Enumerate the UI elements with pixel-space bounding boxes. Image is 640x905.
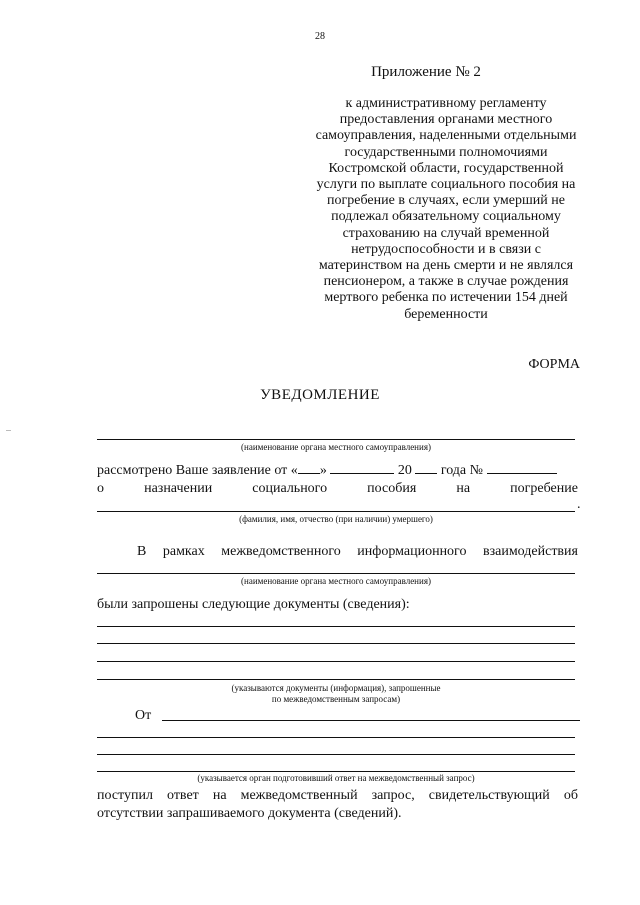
answer-organ-field[interactable] bbox=[97, 754, 575, 755]
requested-documents-field[interactable] bbox=[97, 661, 575, 662]
reglament-line: Костромской области, государственной bbox=[328, 160, 564, 176]
page-number: 28 bbox=[315, 31, 325, 42]
organ-name-caption: (наименование органа местного самоуправления) bbox=[241, 442, 431, 452]
interaction-word: межведомственного bbox=[221, 544, 341, 559]
purpose-word: о bbox=[97, 481, 104, 496]
reglament-line: беременности bbox=[404, 306, 488, 322]
reglament-line: пенсионером, а также в случае рождения bbox=[323, 274, 569, 290]
application-month-field[interactable] bbox=[330, 460, 394, 474]
interaction-line bbox=[137, 543, 578, 560]
interaction-word: взаимодействия bbox=[482, 544, 578, 559]
answer-organ-caption: (указывается орган подготовивший ответ на межведомственный запрос) bbox=[197, 773, 475, 783]
caption-line: (указываются документы (информация), запрошенные bbox=[231, 683, 441, 693]
purpose-line bbox=[97, 480, 578, 497]
purpose-word: на bbox=[456, 481, 471, 496]
answer-word: свидетельствующий bbox=[428, 788, 550, 803]
application-line bbox=[97, 460, 557, 479]
application-text-quote: » bbox=[319, 463, 327, 478]
answer-word: межведомственный bbox=[240, 788, 358, 803]
interaction-word: рамках bbox=[162, 544, 205, 559]
answer-line-1 bbox=[97, 787, 578, 804]
caption-line: по межведомственным запросам) bbox=[271, 694, 401, 704]
application-day-field[interactable] bbox=[298, 460, 320, 474]
reglament-line: нетрудоспособности и в связи с bbox=[351, 241, 541, 257]
answer-word: запрос, bbox=[371, 788, 415, 803]
purpose-word: погребение bbox=[510, 481, 578, 496]
purpose-word: пособия bbox=[367, 481, 417, 496]
reglament-line: государственными полномочиями bbox=[344, 144, 548, 160]
organ-name-field-2[interactable] bbox=[97, 573, 575, 574]
application-year-prefix: 20 bbox=[397, 463, 412, 478]
answer-word: об bbox=[563, 788, 578, 803]
reglament-line: самоуправления, наделенными отдельными bbox=[315, 128, 577, 144]
application-number-field[interactable] bbox=[487, 460, 557, 474]
reglament-line: мертвого ребенка по истечении 154 дней bbox=[324, 290, 568, 306]
application-text-start: рассмотрено Ваше заявление от « bbox=[97, 463, 298, 478]
from-label: От bbox=[135, 708, 152, 723]
reglament-line: услуги по выплате социального пособия на bbox=[316, 177, 576, 193]
reglament-line: предоставления органами местного bbox=[339, 112, 553, 128]
application-year-field[interactable] bbox=[415, 460, 437, 474]
answer-organ-field[interactable] bbox=[97, 737, 575, 738]
organ-name-caption-2: (наименование органа местного самоуправления) bbox=[241, 576, 431, 586]
deceased-name-field[interactable] bbox=[97, 511, 575, 512]
organ-name-field[interactable] bbox=[97, 439, 575, 440]
requested-documents-caption bbox=[97, 683, 575, 705]
form-label: ФОРМА bbox=[528, 357, 580, 372]
reglament-reference bbox=[312, 96, 580, 323]
purpose-word: социального bbox=[252, 481, 328, 496]
answer-organ-field[interactable] bbox=[162, 720, 580, 721]
application-number-label: года № bbox=[440, 463, 483, 478]
reglament-line: материнством на день смерти и не являлся bbox=[318, 258, 574, 274]
answer-word: на bbox=[212, 788, 227, 803]
document-title: УВЕДОМЛЕНИЕ bbox=[260, 387, 380, 403]
reglament-line: страхованию на случай временной bbox=[342, 225, 550, 241]
interaction-word: информационного bbox=[357, 544, 467, 559]
requested-documents-field[interactable] bbox=[97, 679, 575, 680]
reglament-line: к административному регламенту bbox=[345, 96, 547, 111]
answer-line-2: отсутствии запрашиваемого документа (сведений). bbox=[97, 806, 402, 821]
requested-documents-text: были запрошены следующие документы (сведения): bbox=[97, 597, 410, 612]
appendix-title: Приложение № 2 bbox=[371, 64, 481, 80]
interaction-word: В bbox=[137, 544, 147, 559]
reglament-line: погребение в случаях, если умерший не bbox=[327, 193, 565, 209]
requested-documents-field[interactable] bbox=[97, 643, 575, 644]
deceased-name-period: . bbox=[577, 497, 581, 512]
answer-word: поступил bbox=[97, 788, 153, 803]
purpose-word: назначении bbox=[144, 481, 213, 496]
deceased-name-caption: (фамилия, имя, отчество (при наличии) умершего) bbox=[239, 514, 433, 524]
answer-organ-field[interactable] bbox=[97, 771, 575, 772]
scan-mark bbox=[6, 430, 11, 431]
requested-documents-field[interactable] bbox=[97, 626, 575, 627]
reglament-line: подлежал обязательному социальному bbox=[331, 209, 561, 225]
answer-word: ответ bbox=[167, 788, 199, 803]
